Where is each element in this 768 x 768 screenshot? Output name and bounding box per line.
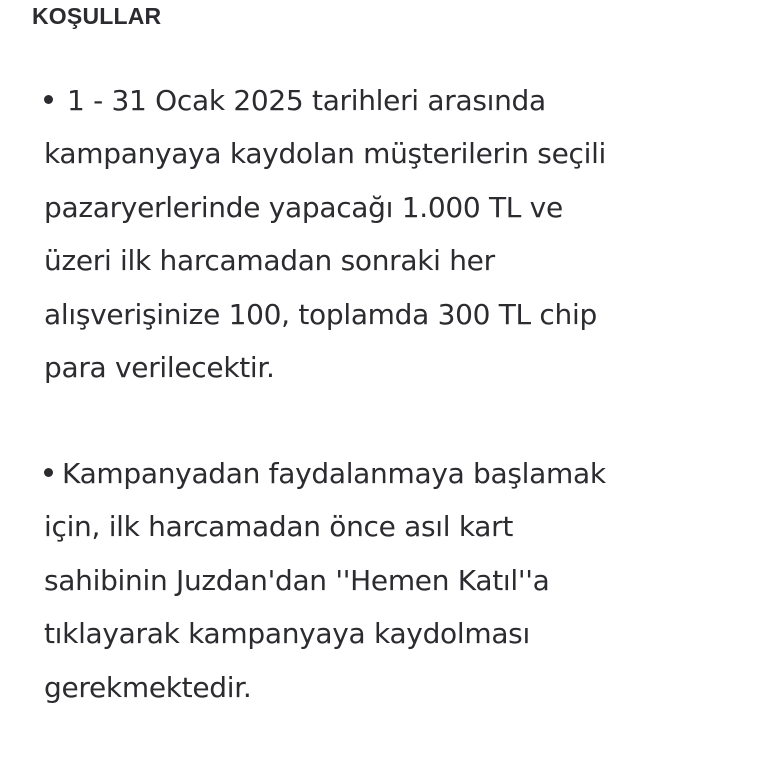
condition-line-text: 1 - 31 Ocak 2025 tarihleri arasında (67, 84, 546, 117)
condition-line (44, 447, 744, 500)
condition-item-1 (44, 74, 744, 394)
condition-line: alışverişinize 100, toplamda 300 TL chip (44, 297, 597, 331)
condition-line: üzeri ilk harcamadan sonraki her (44, 244, 495, 278)
condition-line: tıklayarak kampanyaya kaydolması (44, 617, 530, 651)
condition-line (44, 74, 744, 127)
condition-line: pazaryerlerinde yapacağı 1.000 TL ve (44, 190, 563, 224)
condition-item-2 (44, 447, 744, 714)
section-title: KOŞULLAR (32, 3, 162, 29)
condition-line-text: Kampanyadan faydalanmaya başlamak (62, 457, 606, 490)
condition-line: için, ilk harcamadan önce asıl kart (44, 510, 514, 544)
bullet-icon (44, 468, 53, 477)
condition-line: kampanyaya kaydolan müşterilerin seçili (44, 137, 607, 171)
bullet-icon (44, 95, 53, 104)
condition-line: sahibinin Juzdan'dan ''Hemen Katıl''a (44, 563, 550, 597)
condition-line: gerekmektedir. (44, 670, 252, 704)
condition-line: para verilecektir. (44, 351, 275, 385)
